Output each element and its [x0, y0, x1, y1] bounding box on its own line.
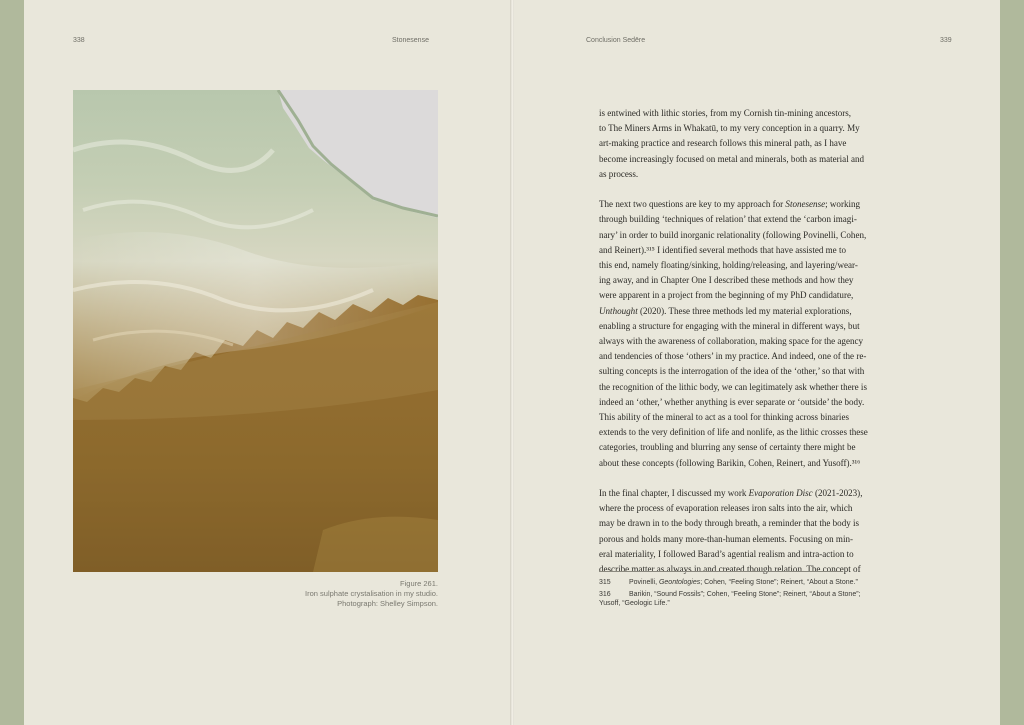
text-line: where the process of evaporation releases iron salts into the air, which	[599, 503, 853, 514]
figure-label: Figure 261.	[400, 579, 438, 588]
text-line	[599, 471, 892, 486]
left-page-number: 338	[73, 37, 85, 44]
text-line: sulting concepts is the interrogation of the idea of the ‘other,’ so that with	[599, 366, 865, 377]
text-line: and Reinert).³¹⁵ I identified several methods that have assisted me to	[599, 244, 846, 255]
footnote-number: 315	[599, 579, 611, 586]
text-line	[599, 182, 892, 197]
footnote-continuation: Yusoff, “Geologic Life.”	[599, 600, 670, 608]
text-line: and tendencies of those ‘others’ in my practice. And indeed, one of the re-	[599, 351, 867, 362]
text-line: about these concepts (following Barikin, Cohen, Reinert, and Yusoff).³¹⁶	[599, 457, 861, 468]
text-line: through building ‘techniques of relation’ that extend the ‘carbon imagi-	[599, 214, 857, 225]
footnote-315	[599, 578, 899, 588]
figure-caption	[240, 579, 438, 609]
text-line: enabling a structure for engaging with the mineral in different ways, but	[599, 320, 860, 331]
right-page-number: 339	[940, 37, 952, 44]
text-line: to The Miners Arms in Whakatū, to my very conception in a quarry. My	[599, 123, 860, 134]
right-book-edge	[1000, 0, 1024, 725]
text-line: this end, namely floating/sinking, holding/releasing, and layering/wear-	[599, 260, 858, 271]
text-line: art-making practice and research follows this mineral path, as I have	[599, 138, 847, 149]
text-line: become increasingly focused on metal and minerals, both as material and	[599, 153, 865, 164]
crystal-photo	[73, 90, 438, 572]
text-line: were apparent in a project from the beginning of my PhD candidature,	[599, 290, 854, 301]
text-line: ing away, and in Chapter One I described these methods and how they	[599, 275, 854, 286]
footnote-text: Barikin, “Sound Fossils”; Cohen, “Feeling Stone”; Reinert, “About a Stone”;	[629, 591, 861, 598]
text-line: describe matter as always in and created though relation. The concept of	[599, 564, 861, 575]
footnote-316	[599, 590, 899, 610]
text-line: the recognition of the lithic body, we can legitimately ask whether there is	[599, 381, 867, 392]
footnote-number: 316	[599, 591, 611, 598]
right-running-head: Conclusion Sedēre	[586, 37, 646, 44]
text-line: categories, troubling and blurring any sense of certainty there might be	[599, 442, 856, 453]
left-running-head: Stonesense	[392, 37, 429, 44]
figure-credit: Photograph: Shelley Simpson.	[337, 599, 438, 608]
left-book-edge	[0, 0, 24, 725]
text-line: always with the awareness of collaboration, making space for the agency	[599, 336, 864, 347]
footnote-divider	[599, 571, 843, 572]
text-line: Unthought (2020). These three methods led my material explorations,	[599, 305, 852, 316]
text-line: eral materiality, I followed Barad’s agential realism and intra-action to	[599, 548, 854, 559]
body-text	[599, 106, 892, 577]
text-line: indeed an ‘other,’ whether anything is ever separate or ‘outside’ the body.	[599, 396, 865, 407]
text-line: This ability of the mineral to act as a tool for thinking across binaries	[599, 412, 849, 423]
figure-caption-text: Iron sulphate crystalisation in my studio.	[305, 589, 438, 598]
text-line: is entwined with lithic stories, from my Cornish tin-mining ancestors,	[599, 108, 852, 118]
footnote-text: Povinelli, Geontologies; Cohen, “Feeling Stone”; Reinert, “About a Stone.”	[629, 579, 858, 586]
text-line: extends to the very definition of life and nonlife, as the lithic crosses these	[599, 427, 868, 438]
text-line: The next two questions are key to my approach for Stonesense; working	[599, 199, 861, 210]
text-line: In the final chapter, I discussed my work Evaporation Disc (2021-2023),	[599, 488, 863, 499]
text-line: may be drawn in to the body through breath, a reminder that the body is	[599, 518, 860, 529]
text-line: as process.	[599, 168, 639, 179]
text-line: nary’ in order to build inorganic relationality (following Povinelli, Cohen,	[599, 229, 867, 240]
text-line: porous and holds many more-than-human elements. Focusing on min-	[599, 533, 854, 544]
